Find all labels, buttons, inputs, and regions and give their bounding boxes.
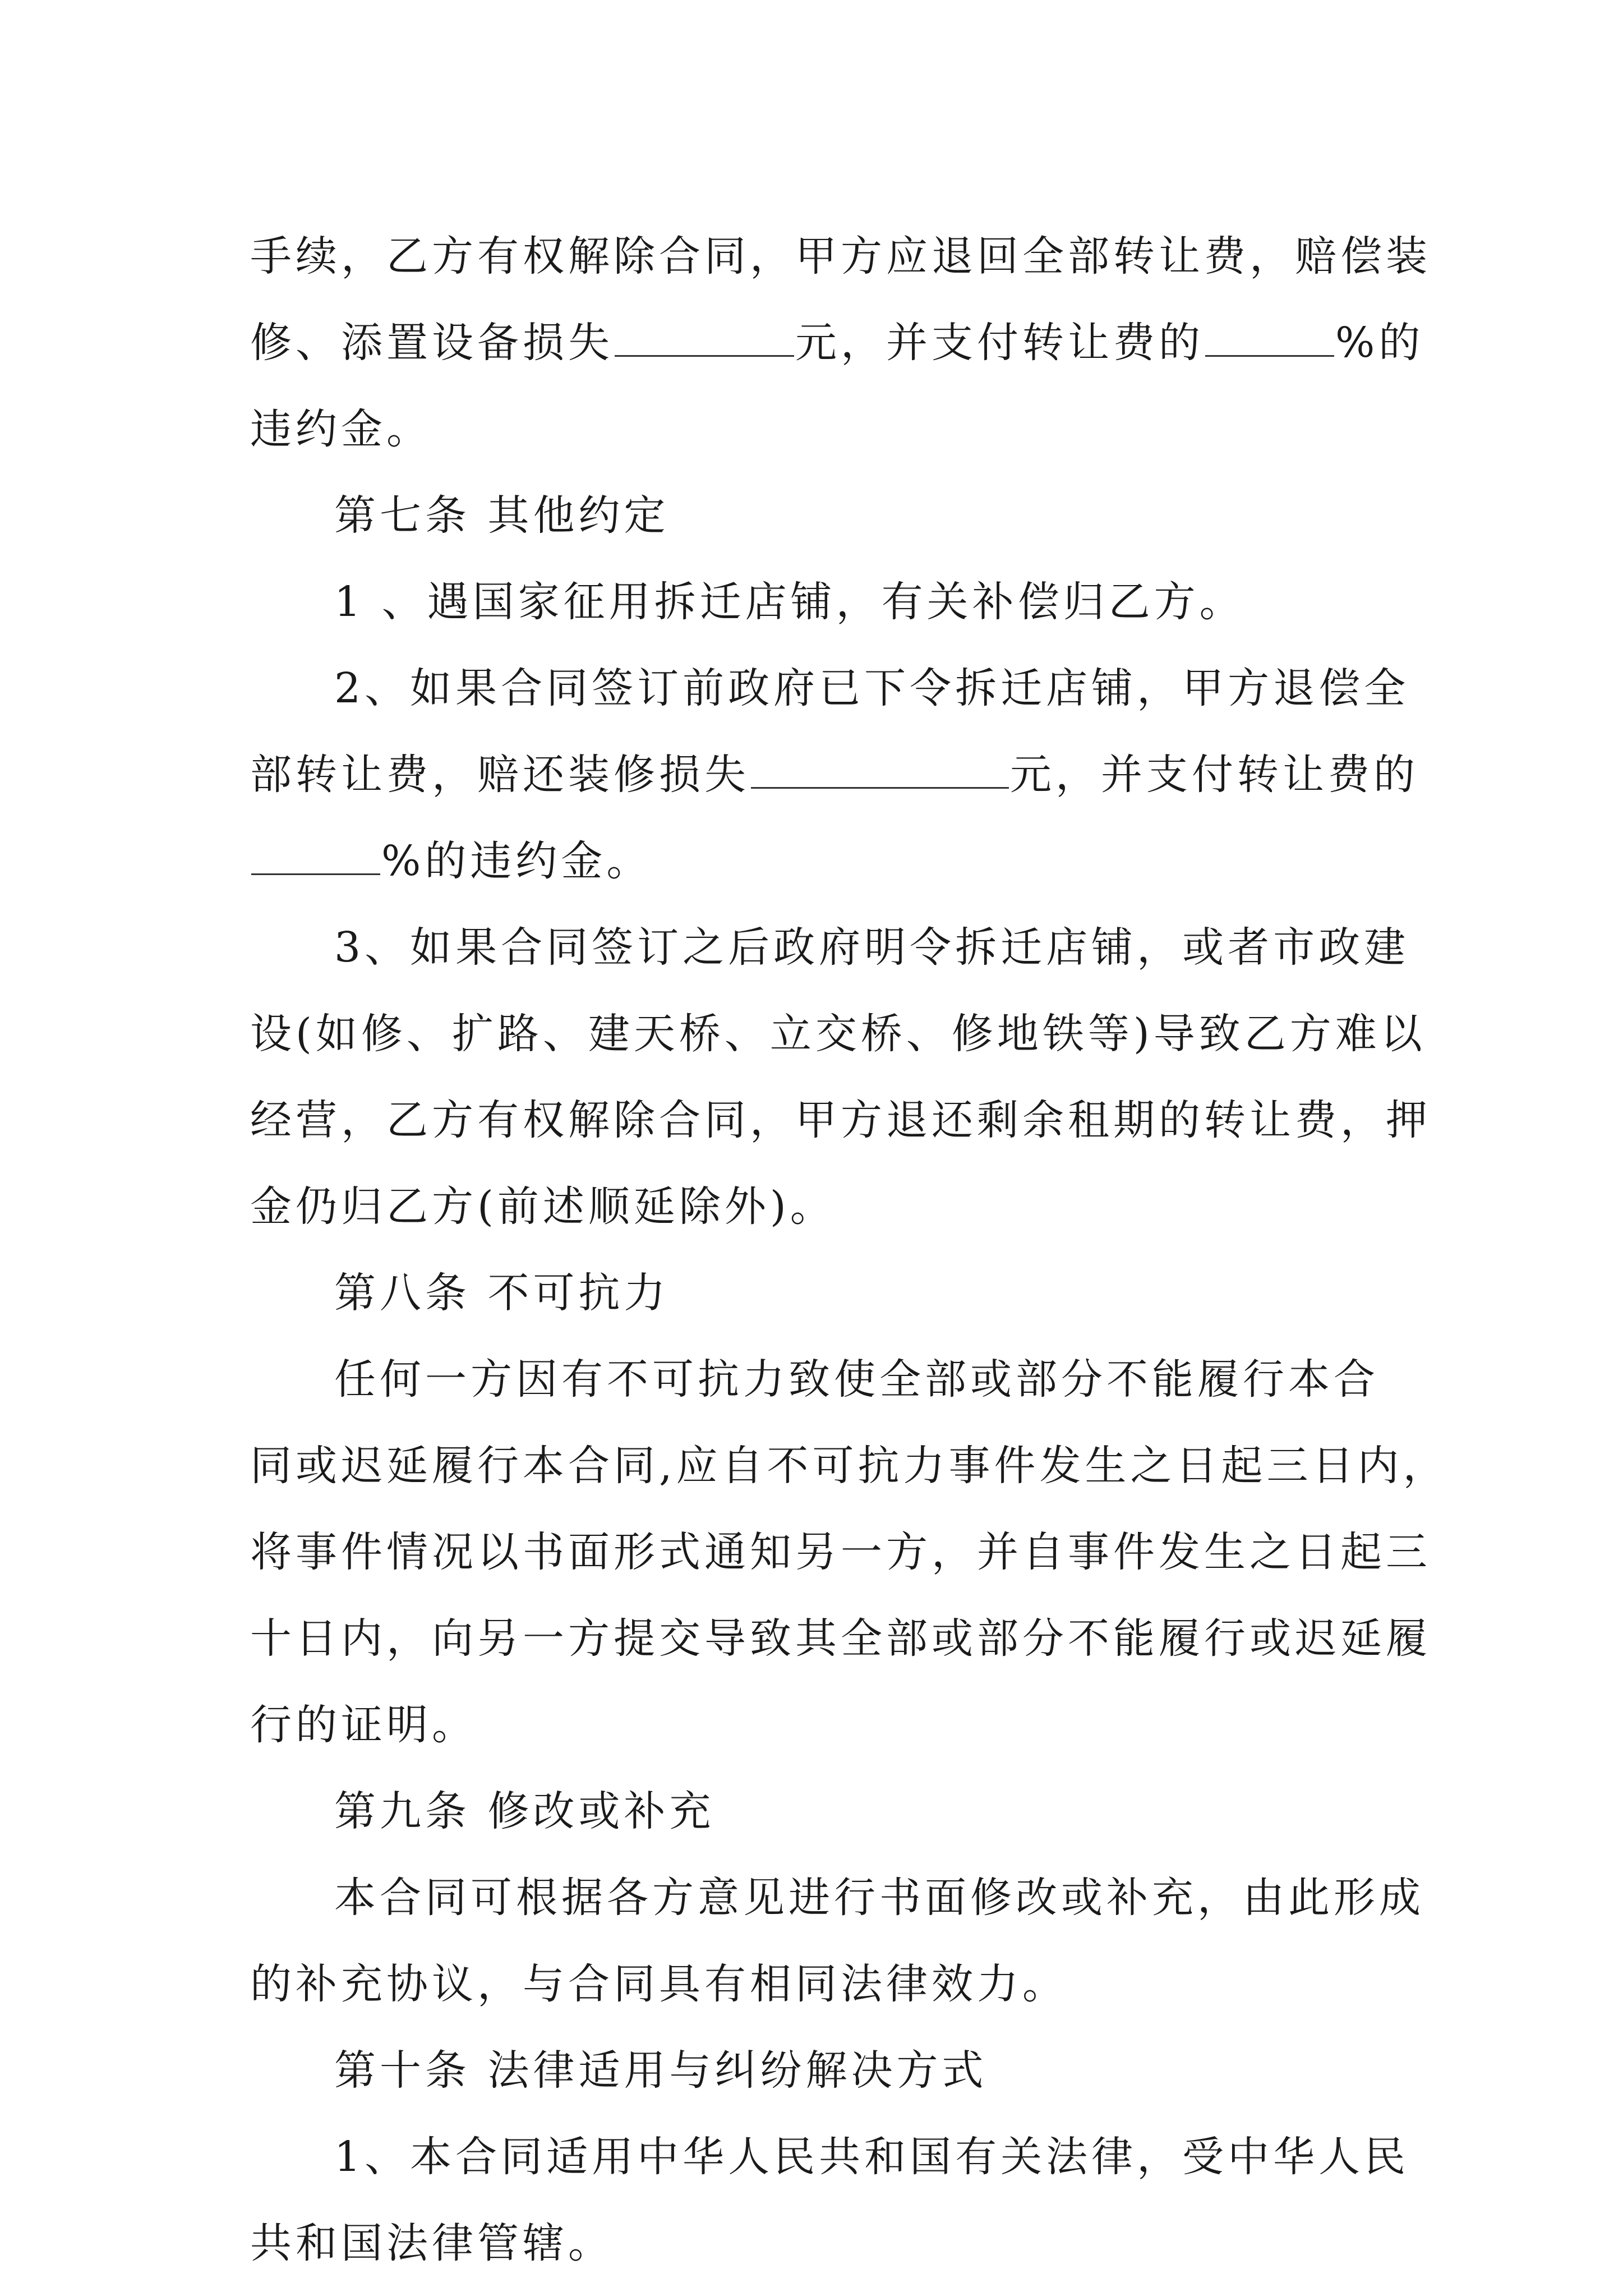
- paragraph-line: 违约金。: [250, 405, 432, 453]
- paragraph-line: 本合同可根据各方意见进行书面修改或补充，由此形成: [334, 1874, 1424, 1922]
- article-heading-10: 第十条 法律适用与纠纷解决方式: [334, 2046, 988, 2095]
- article-heading-7: 第七条 其他约定: [334, 491, 670, 540]
- paragraph-line: 的补充协议，与合同具有相同法律效力。: [250, 1960, 1068, 2008]
- paragraph-line: 任何一方因有不可抗力致使全部或部分不能履行本合: [334, 1355, 1379, 1404]
- paragraph-line: 手续，乙方有权解除合同，甲方应退回全部转让费，赔偿装: [250, 232, 1431, 280]
- paragraph-line: 修、添置设备损失 元，并支付转让费的 %的: [250, 319, 1424, 367]
- article-heading-9: 第九条 修改或补充: [334, 1787, 715, 1835]
- fill-in-blank: [251, 842, 380, 875]
- paragraph-line: 1、本合同适用中华人民共和国有关法律，受中华人民: [334, 2133, 1410, 2181]
- paragraph-line: 3、如果合同签订之后政府明令拆迁店铺，或者市政建: [334, 923, 1410, 972]
- paragraph-line: %的违约金。: [250, 818, 1383, 904]
- paragraph-line: 金仍归乙方(前述顺延除外)。: [250, 1182, 836, 1231]
- paragraph-line: 2、如果合同签订前政府已下令拆迁店铺，甲方退偿全: [334, 664, 1410, 712]
- fill-in-blank: [615, 324, 794, 357]
- paragraph-line: 同或迟延履行本合同,应自不可抗力事件发生之日起三日内，: [250, 1442, 1449, 1490]
- document-body: [250, 213, 1449, 2286]
- paragraph-line: 设(如修、扩路、建天桥、立交桥、修地铁等)导致乙方难以: [250, 1010, 1426, 1058]
- paragraph-line: 共和国法律管辖。: [250, 2219, 614, 2267]
- paragraph-line: 经营，乙方有权解除合同，甲方退还剩余租期的转让费，押: [250, 1096, 1431, 1144]
- article-heading-8: 第八条 不可抗力: [334, 1269, 670, 1317]
- paragraph-line: 行的证明。: [250, 1701, 477, 1749]
- paragraph-line: 1 、遇国家征用拆迁店铺，有关补偿归乙方。: [334, 578, 1245, 626]
- fill-in-blank: [751, 756, 1009, 789]
- paragraph-line: 部转让费，赔还装修损失 元，并支付转让费的: [250, 751, 1419, 799]
- paragraph-line: 将事件情况以书面形式通知另一方，并自事件发生之日起三: [250, 1528, 1431, 1576]
- fill-in-blank: [1205, 324, 1334, 357]
- paragraph-line: 十日内，向另一方提交导致其全部或部分不能履行或迟延履: [250, 1614, 1431, 1663]
